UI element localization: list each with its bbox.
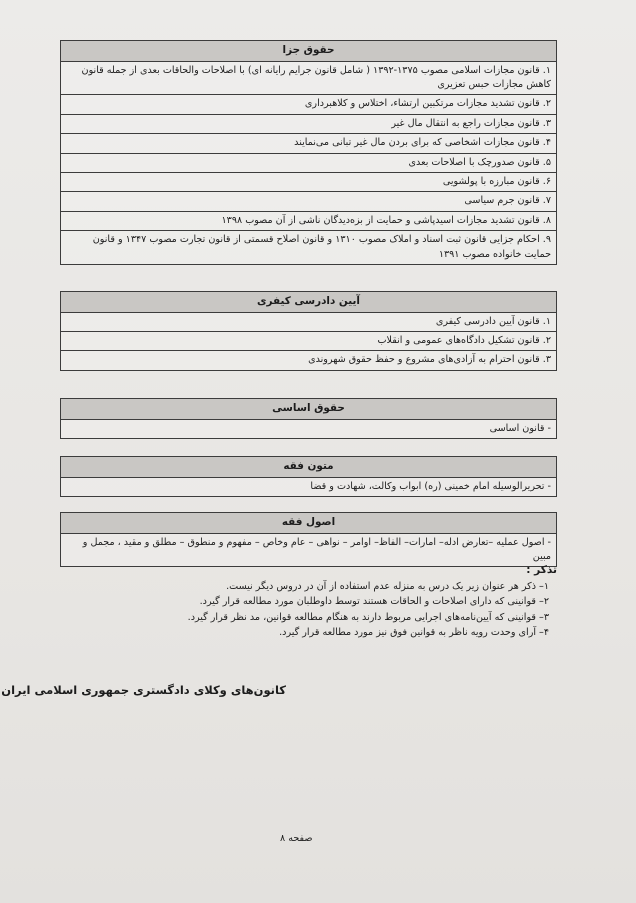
list-item: ۵. قانون صدورچک با اصلاحات بعدی	[61, 153, 557, 172]
section-title: حقوق اساسی	[61, 399, 557, 420]
section-title: آیین دادرسی کیفری	[61, 292, 557, 313]
note-item: ۲– قوانینی که دارای اصلاحات و الحاقات هستند توسط داوطلبان مورد مطالعه قرار گیرد.	[199, 596, 549, 608]
list-item: ۳. قانون مجازات راجع به انتقال مال غیر	[61, 114, 557, 133]
notes-title: تذکر :	[526, 564, 557, 576]
page-number: صفحه ۸	[280, 833, 313, 844]
section-title: اصول فقه	[61, 513, 557, 534]
list-item: ۹. احکام جزایی قانون ثبت اسناد و املاک مصوب ۱۳۱۰ و قانون اصلاح قسمتی از قانون تجارت مصوب ۱۳۴۷ و قانون حمایت خانواده مصوب ۱۳۹۱	[61, 231, 557, 265]
list-item: ۱. قانون آیین دادرسی کیفری	[61, 312, 557, 331]
notes-block	[60, 562, 557, 640]
list-item: ۷. قانون جرم سیاسی	[61, 192, 557, 211]
section-constitutional-law	[60, 398, 557, 439]
list-item: ۶. قانون مبارزه با پولشویی	[61, 172, 557, 191]
note-item: ۳– قوانینی که آیین‌نامه‌های اجرایی مربوط دارند به هنگام مطالعه قوانین، مد نظر قرار گیرد.	[187, 611, 549, 623]
section-usul-fiqh	[60, 512, 557, 567]
list-item: ۴. قانون مجازات اشخاصی که برای بردن مال غیر تبانی می‌نمایند	[61, 134, 557, 153]
list-item: ۲. قانون تشکیل دادگاه‌های عمومی و انقلاب	[61, 332, 557, 351]
note-item: ۱– ذکر هر عنوان زیر یک درس به منزله عدم استفاده از آن در دروس دیگر نیست.	[226, 580, 549, 592]
section-title: حقوق جزا	[61, 41, 557, 62]
organization-name: کانون‌های وکلای دادگستری جمهوری اسلامی ایران	[1, 683, 286, 697]
list-item: - اصول عملیه –تعارض ادله– امارات– الفاظ– اوامر – نواهی – عام وخاص – مفهوم و منطوق – مطلق و مقید ، مجمل و مبین	[61, 533, 557, 567]
list-item: ۲. قانون تشدید مجازات مرتکبین ارتشاء، اختلاس و کلاهبرداری	[61, 95, 557, 114]
list-item: ۸. قانون تشدید مجازات اسیدپاشی و حمایت از بزه‌دیدگان ناشی از آن مصوب ۱۳۹۸	[61, 211, 557, 230]
section-criminal-law	[60, 40, 557, 265]
list-item: ۳. قانون احترام به آزادی‌های مشروع و حفظ حقوق شهروندی	[61, 351, 557, 370]
note-item: ۴– آرای وحدت رویه ناظر به قوانین فوق نیز مورد مطالعه قرار گیرد.	[279, 626, 549, 638]
section-fiqh-texts	[60, 456, 557, 497]
list-item: - تحریرالوسیله امام خمینی (ره) ابواب وکالت، شهادت و قضا	[61, 477, 557, 496]
section-title: متون فقه	[61, 457, 557, 478]
list-item: - قانون اساسی	[61, 419, 557, 438]
list-item: ۱. قانون مجازات اسلامی مصوب ۱۳۷۵-۱۳۹۲ ( شامل قانون جرایم رایانه ای) با اصلاحات والحاقات بعدی از جمله قانون کاهش مجازات حبس تعزیری	[61, 61, 557, 95]
section-criminal-procedure	[60, 291, 557, 371]
